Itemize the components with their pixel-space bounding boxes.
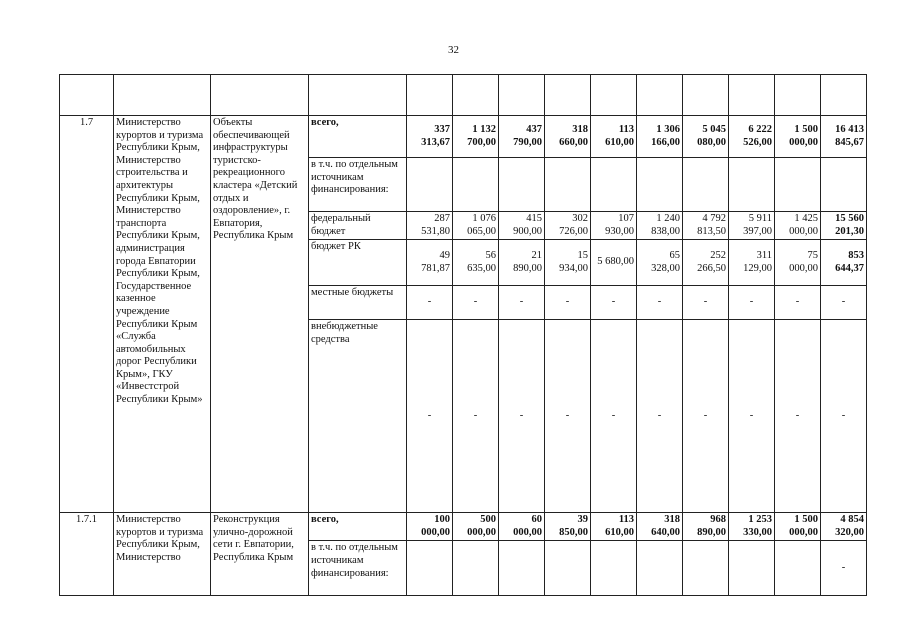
line-label: в т.ч. по отдельным источникам финансирования:	[309, 541, 407, 596]
value-cell: 1 076 065,00	[453, 212, 499, 240]
value-cell: 311 129,00	[729, 240, 775, 286]
value-cell: 1 306 166,00	[637, 116, 683, 158]
value-cell: 65 328,00	[637, 240, 683, 286]
value-cell: 113 610,00	[591, 116, 637, 158]
value-cell: 21 890,00	[499, 240, 545, 286]
line-label: всего,	[309, 116, 407, 158]
value-cell: 968 890,00	[683, 513, 729, 541]
row-id: 1.7	[60, 116, 114, 513]
value-cell: -	[821, 320, 867, 513]
value-cell: 56 635,00	[453, 240, 499, 286]
object-cell: Реконструкция улично-дорожной сети г. Евпатории, Республика Крым	[211, 513, 309, 596]
value-cell: 5 911 397,00	[729, 212, 775, 240]
value-cell: 1 425 000,00	[775, 212, 821, 240]
value-cell: 500 000,00	[453, 513, 499, 541]
value-cell: 16 413 845,67	[821, 116, 867, 158]
value-cell: 287 531,80	[407, 212, 453, 240]
line-label: всего,	[309, 513, 407, 541]
value-cell: -	[637, 320, 683, 513]
object-cell: Объекты обеспечивающей инфраструктуры туристско-рекреационного кластера «Детский отдых и оздоровление», г. Евпатория, Республика Крым	[211, 116, 309, 513]
value-cell: 15 560 201,30	[821, 212, 867, 240]
value-cell: -	[775, 286, 821, 320]
value-cell: -	[545, 286, 591, 320]
value-cell: 100 000,00	[407, 513, 453, 541]
line-label: местные бюджеты	[309, 286, 407, 320]
value-cell: -	[545, 320, 591, 513]
value-cell: 1 240 838,00	[637, 212, 683, 240]
value-cell: 1 500 000,00	[775, 116, 821, 158]
value-cell: -	[683, 320, 729, 513]
value-cell: 1 132 700,00	[453, 116, 499, 158]
value-cell: 4 792 813,50	[683, 212, 729, 240]
value-cell: 337 313,67	[407, 116, 453, 158]
value-cell: -	[775, 320, 821, 513]
value-cell: 1 253 330,00	[729, 513, 775, 541]
value-cell: -	[729, 320, 775, 513]
executor-cell: Министерство курортов и туризма Республики Крым, Министерство строительства и архитектуры Республики Крым, Министерство транспорта Республики Крым, администрация города Евпатории Республики Крым, Государственное казенное учреждение Республики Крым «Служба автомобильных дорог Республики Крым», ГКУ «Инвестстрой Республики Крым»	[114, 116, 211, 513]
value-cell: -	[407, 286, 453, 320]
line-label: федеральный бюджет	[309, 212, 407, 240]
value-cell: 302 726,00	[545, 212, 591, 240]
page-number: 32	[448, 44, 459, 56]
header-row	[60, 75, 867, 116]
value-cell: -	[683, 286, 729, 320]
value-cell: 15 934,00	[545, 240, 591, 286]
value-cell: 318 640,00	[637, 513, 683, 541]
value-cell: 113 610,00	[591, 513, 637, 541]
value-cell: -	[453, 320, 499, 513]
value-cell: 39 850,00	[545, 513, 591, 541]
value-cell: -	[637, 286, 683, 320]
line-label: внебюджетные средства	[309, 320, 407, 513]
value-cell: 853 644,37	[821, 240, 867, 286]
value-cell: -	[821, 286, 867, 320]
value-cell: 60 000,00	[499, 513, 545, 541]
value-cell: 4 854 320,00	[821, 513, 867, 541]
value-cell: 5 680,00	[591, 240, 637, 286]
value-cell: -	[453, 286, 499, 320]
row-id: 1.7.1	[60, 513, 114, 596]
value-cell: 49 781,87	[407, 240, 453, 286]
value-cell: -	[499, 286, 545, 320]
value-cell: 415 900,00	[499, 212, 545, 240]
table-row	[60, 513, 867, 541]
line-label: бюджет РК	[309, 240, 407, 286]
value-cell: -	[591, 286, 637, 320]
value-cell: -	[407, 320, 453, 513]
value-cell: -	[729, 286, 775, 320]
value-cell: 5 045 080,00	[683, 116, 729, 158]
value-cell: -	[499, 320, 545, 513]
executor-cell: Министерство курортов и туризма Республики Крым, Министерство	[114, 513, 211, 596]
table-row	[60, 116, 867, 158]
value-cell: 1 500 000,00	[775, 513, 821, 541]
line-label: в т.ч. по отдельным источникам финансирования:	[309, 158, 407, 212]
value-cell: 6 222 526,00	[729, 116, 775, 158]
funding-table	[59, 74, 867, 596]
value-cell: 252 266,50	[683, 240, 729, 286]
value-cell: 107 930,00	[591, 212, 637, 240]
value-cell: 318 660,00	[545, 116, 591, 158]
value-cell: -	[821, 541, 867, 596]
value-cell: -	[591, 320, 637, 513]
value-cell: 75 000,00	[775, 240, 821, 286]
value-cell: 437 790,00	[499, 116, 545, 158]
